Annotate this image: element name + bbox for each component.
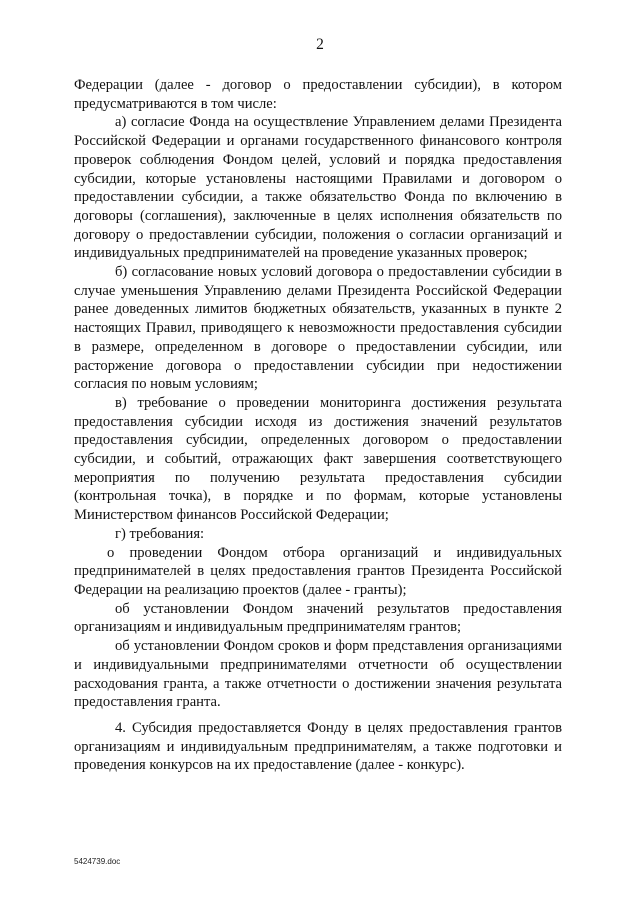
paragraph-point-4: 4. Субсидия предоставляется Фонду в целях предоставления грантов организациям и индивидуальным предпринимателям, а также подготовки и проведения конкурсов на их предоставление (далее - конкурс). xyxy=(74,719,562,774)
paragraph-item-g: г) требования: xyxy=(115,525,205,542)
paragraph-item-a: а) согласие Фонда на осуществление Управлением делами Президента Российской Федерации и органами государственного финансового контроля проверок соблюдения Фондом целей, условий и порядка предоставления субсидии, которые установлены настоящими Правилами и договором о предоставлении субсидии, а также обязательство Фонда по включению в договоры (соглашения), заключенные в целях исполнения обязательств по договору о предоставлении субсидии, положения о согласии организаций и индивидуальных предпринимателей на проведение указанных проверок; xyxy=(74,114,562,262)
paragraph-item-b: б) согласование новых условий договора о предоставлении субсидии в случае уменьшения Управлению делами Президента Российской Федерации ранее доведенных лимитов бюджетных обязательств, указанных в пункте 2 настоящих Правил, приводящего к невозможности предоставления субсидии в размере, определенном в договоре о предоставлении субсидии, или расторжение договора о предоставлении субсидии при недостижении согласия по новым условиям; xyxy=(74,264,562,393)
paragraph-item-v: в) требование о проведении мониторинга достижения результата предоставления субсидии исходя из достижения значений результатов предоставления субсидии, определенных договором о предоставлении субсидии, и событий, отражающих факт завершения соответствующего мероприятия по получению результата предоставления субсидии (контрольная точка), в порядке и по формам, которые установлены Министерством финансов Российской Федерации; xyxy=(74,394,562,524)
paragraph-requirement-results: об установлении Фондом значений результатов предоставления организациям и индивидуальным предпринимателям грантов; xyxy=(74,600,562,636)
paragraph-requirement-reporting: об установлении Фондом сроков и форм представления организациями и индивидуальными предпринимателями отчетности об осуществлении расходования гранта, а также отчетности о достижении значения результата предоставления гранта. xyxy=(74,638,562,711)
paragraph-continuation: Федерации (далее - договор о предоставлении субсидии), в котором предусматриваются в том числе: xyxy=(74,77,562,112)
file-name-footer: 5424739.doc xyxy=(74,857,121,866)
paragraph-requirement-selection: о проведении Фондом отбора организаций и индивидуальных предпринимателей в целях предоставления грантов Президента Российской Федерации на реализацию проектов (далее - гранты); xyxy=(74,544,562,598)
document-body xyxy=(74,76,562,775)
page-number: 2 xyxy=(316,36,324,53)
